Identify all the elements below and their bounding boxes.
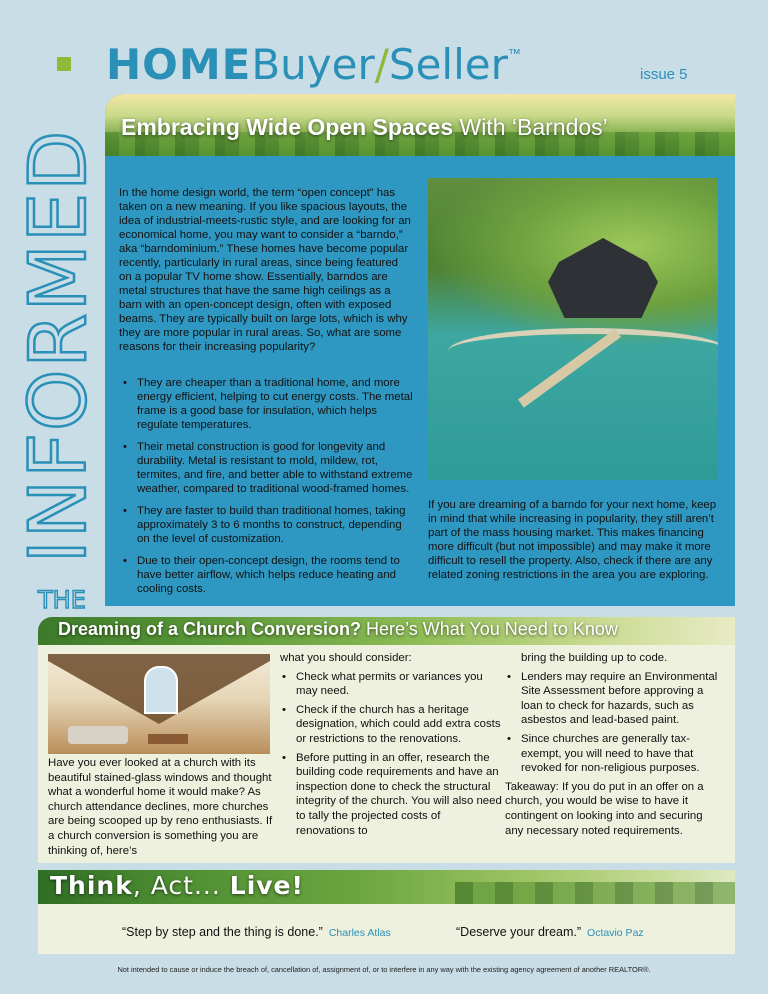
- green-square-icon: [57, 57, 71, 71]
- barndo-headline-rest: With ‘Barndos’: [453, 114, 608, 140]
- masthead-slash: /: [374, 40, 389, 89]
- church-bullets-b: [505, 670, 723, 776]
- quote-author: Charles Atlas: [328, 927, 391, 939]
- barndo-outro: If you are dreaming of a barndo for your next home, keep in mind that while increasing in popularity, they still aren’t part of the mass housing market. This makes financing more difficult (but not impossible) and may make it more difficult to resell the property. Also, check if there are any related zoning restrictions in the area you are exploring.: [428, 499, 717, 581]
- church-column-2: [280, 651, 502, 842]
- barndo-bullet-list: [117, 376, 417, 604]
- list-item: • Before putting in an offer, research the building code requirements and have an inspection done to check the structural integrity of the church. You will also need to tally the projected costs of renovations to: [280, 751, 502, 839]
- quote-text: “Step by step and the thing is done.”: [122, 925, 323, 939]
- the-word: THE: [38, 586, 86, 614]
- barndo-intro: In the home design world, the term “open concept” has taken on a new meaning. If you like spacious layouts, the idea of industrial-meets-rustic style, and are looking for an economical home, you may want to consider a “barndo,” aka “barndominium.” These homes have become popular recently, particularly in rural areas, since being featured on a popular TV home show. Essentially, barndos are metal structures that have the same high ceilings as a barn with an open-concept design, often with exposed beams. They are typically built on large lots, which is why they are more popular in rural areas. So, what are some reasons for their increasing popularity?: [119, 187, 411, 353]
- list-item: • Check what permits or variances you may need.: [280, 670, 502, 699]
- church-headline-bold: Dreaming of a Church Conversion?: [58, 619, 362, 639]
- list-item: • Check if the church has a heritage designation, which could add extra costs or restrictions to the renovations.: [280, 703, 502, 747]
- quote-2: [456, 925, 644, 939]
- think-word: Think: [50, 871, 133, 900]
- photo-table: [148, 734, 188, 744]
- list-item: • Lenders may require an Environmental Site Assessment before approving a loan to check for hazards, such as asbestos and lead-based paint.: [505, 670, 723, 728]
- barndo-headline: [121, 114, 608, 141]
- masthead-seller: Seller: [388, 40, 508, 89]
- church-intro: Have you ever looked at a church with its beautiful stained-glass windows and thought what a wonderful home it would make? As church attendance declines, more churches are being scooped up by reno enthusiasts. If a church conversion is something you are thinking of, here’s: [48, 757, 273, 857]
- church-loft-photo: [48, 654, 270, 754]
- church-bullets-a: [280, 670, 502, 839]
- think-act-live-heading: [50, 871, 304, 900]
- church-lead: what you should consider:: [280, 652, 412, 664]
- trademark-symbol: ™: [507, 46, 521, 61]
- side-title: [14, 86, 104, 606]
- church-continuation: bring the building up to code.: [521, 652, 668, 664]
- list-item: • Their metal construction is good for longevity and durability. Metal is resistant to mold, mildew, rot, termites, and fire, and better able to withstand extreme weather, compared to traditional wood-framed homes.: [117, 440, 417, 496]
- tree-line: [455, 882, 735, 904]
- list-item: • Due to their open-concept design, the rooms tend to have better airflow, which helps reduce heating and cooling costs.: [117, 554, 417, 596]
- barndo-aerial-photo: [428, 178, 718, 480]
- quote-1: [122, 925, 391, 939]
- informed-word: INFORMED: [14, 128, 104, 564]
- barndo-headline-bold: Embracing Wide Open Spaces: [121, 114, 454, 140]
- church-takeaway: Takeaway: If you do put in an offer on a church, you would be wise to have it contingent on looking into and securing any necessary noted requirements.: [505, 780, 704, 837]
- photo-sofa: [68, 726, 128, 744]
- barndo-article-panel: [105, 94, 735, 606]
- list-item: • They are faster to build than traditional homes, taking approximately 3 to 6 months to construct, depending on the level of customization.: [117, 504, 417, 546]
- list-item: • They are cheaper than a traditional home, and more energy efficient, helping to cut energy costs. The metal frame is a good base for insulation, which helps regulate temperatures.: [117, 376, 417, 432]
- church-headline-rest: Here’s What You Need to Know: [361, 619, 618, 639]
- list-item: • Since churches are generally tax-exempt, you will need to have that revoked for non-religious purposes.: [505, 732, 723, 776]
- masthead-buyer: Buyer: [251, 40, 375, 89]
- masthead: [106, 40, 521, 89]
- quote-author: Octavio Paz: [587, 927, 644, 939]
- photo-window: [144, 666, 178, 714]
- masthead-home: HOME: [106, 40, 252, 89]
- quote-text: “Deserve your dream.”: [456, 925, 582, 939]
- issue-number: issue 5: [640, 66, 688, 83]
- church-headline: [58, 619, 618, 640]
- act-word: Act...: [150, 871, 230, 900]
- comma: ,: [132, 871, 151, 900]
- disclaimer-footer: Not intended to cause or induce the breach of, cancellation of, assignment of, or to interfere in any way with the existing agency agreement of another REALTOR®.: [117, 965, 651, 974]
- live-word: Live!: [229, 871, 304, 900]
- church-column-3: [505, 651, 723, 838]
